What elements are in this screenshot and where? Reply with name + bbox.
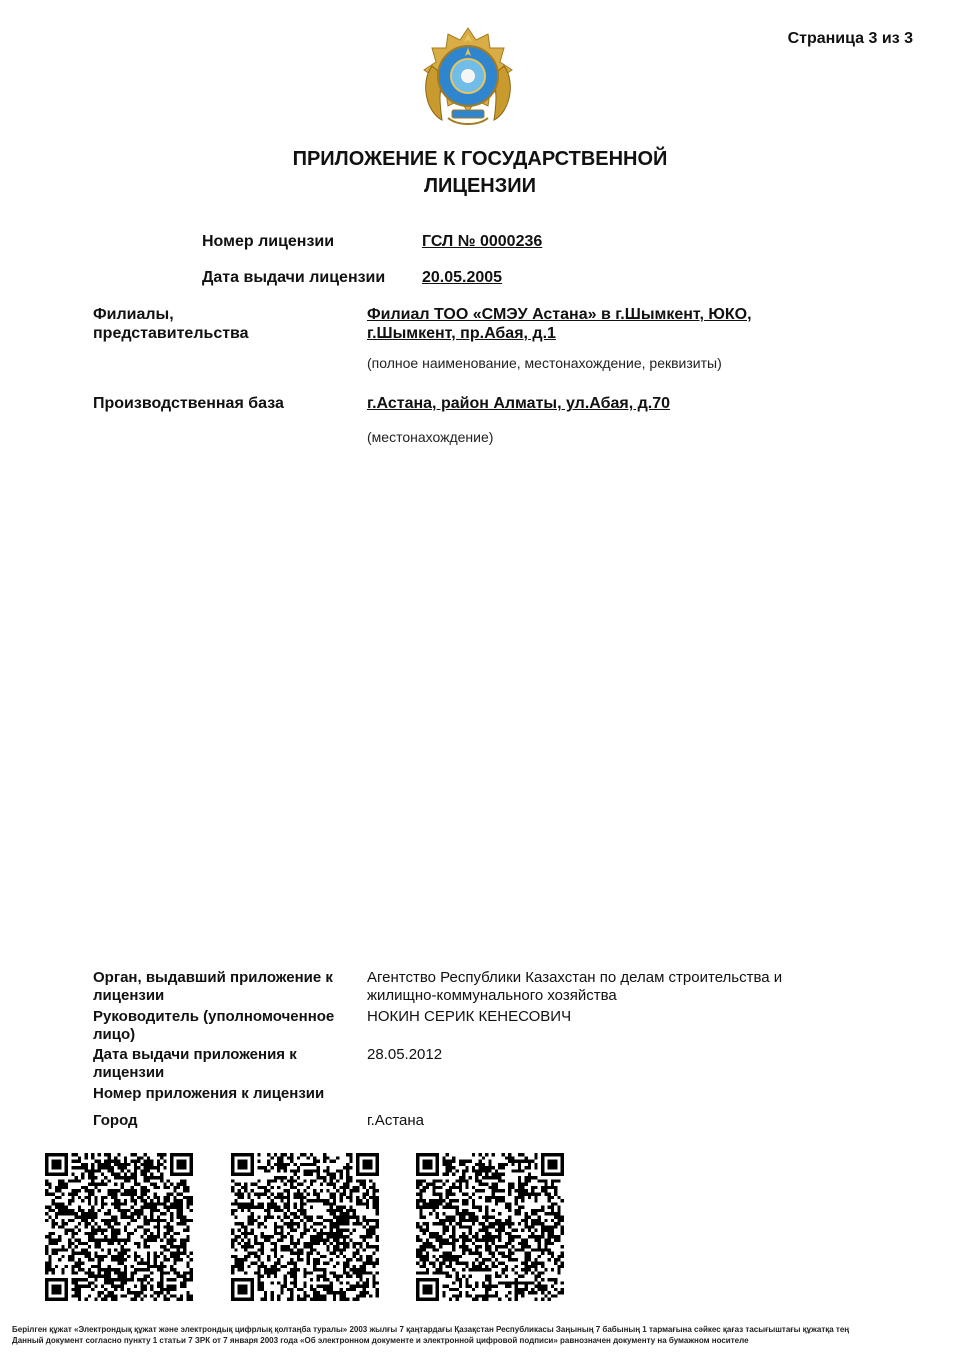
appendix-date-label: Дата выдачи приложения к лицензии	[93, 1046, 297, 1081]
qr-code-icon	[45, 1152, 193, 1302]
appendix-date-value: 28.05.2012	[367, 1046, 443, 1063]
branches-value	[367, 305, 752, 343]
branches-label	[93, 305, 249, 343]
appendix-number-label: Номер приложения к лицензии	[93, 1085, 325, 1102]
page-number: Страница 3 из 3	[787, 30, 913, 47]
city-label: Город	[93, 1112, 138, 1129]
legal-notice-kz: Берілген құжат «Электрондық құжат және электрондық цифрлық қолтаңба туралы» 2003 жылғы 7 қаңтардағы Қазақстан Республикасы Заңының 7 бабының 1 тармағына сәйкес қағаз тасығыштағы құжатқа тең	[12, 1325, 850, 1334]
state-emblem-icon	[418, 26, 518, 130]
title-line-2: ЛИЦЕНЗИИ	[423, 175, 537, 197]
legal-notice-ru: Данный документ согласно пункту 1 статьи 7 ЗРК от 7 января 2003 года «Об электронном документе и электронной цифровой подписи» равнозначен документу на бумажном носителе	[12, 1336, 749, 1345]
branches-value-line-2: г.Шымкент, пр.Абая, д.1	[367, 325, 556, 342]
license-date-value: 20.05.2005	[422, 269, 503, 286]
document-title	[0, 146, 960, 200]
qr-code-icon	[231, 1152, 379, 1302]
title-line-1: ПРИЛОЖЕНИЕ К ГОСУДАРСТВЕННОЙ	[292, 148, 668, 170]
legal-notice	[12, 1324, 952, 1346]
branches-label-line-2: представительства	[93, 325, 249, 342]
issuer-value: Агентство Республики Казахстан по делам строительства и жилищно-коммунального хозяйства	[367, 969, 783, 1004]
branches-value-line-1: Филиал ТОО «СМЭУ Астана» в г.Шымкент, ЮКО,	[367, 306, 752, 323]
license-date-label: Дата выдачи лицензии	[202, 269, 386, 286]
license-number-value: ГСЛ № 0000236	[422, 233, 543, 250]
issuer-label: Орган, выдавший приложение к лицензии	[93, 969, 333, 1004]
branches-label-line-1: Филиалы,	[93, 306, 174, 323]
head-label: Руководитель (уполномоченное лицо)	[93, 1008, 335, 1043]
production-base-label: Производственная база	[93, 395, 284, 412]
production-base-value: г.Астана, район Алматы, ул.Абая, д.70	[367, 395, 671, 412]
branches-hint: (полное наименование, местонахождение, реквизиты)	[367, 355, 722, 371]
qr-code-icon	[416, 1152, 564, 1302]
city-value: г.Астана	[367, 1112, 424, 1129]
license-number-label: Номер лицензии	[202, 233, 335, 250]
production-base-hint: (местонахождение)	[367, 429, 494, 445]
head-value: НОКИН СЕРИК КЕНЕСОВИЧ	[367, 1008, 572, 1025]
